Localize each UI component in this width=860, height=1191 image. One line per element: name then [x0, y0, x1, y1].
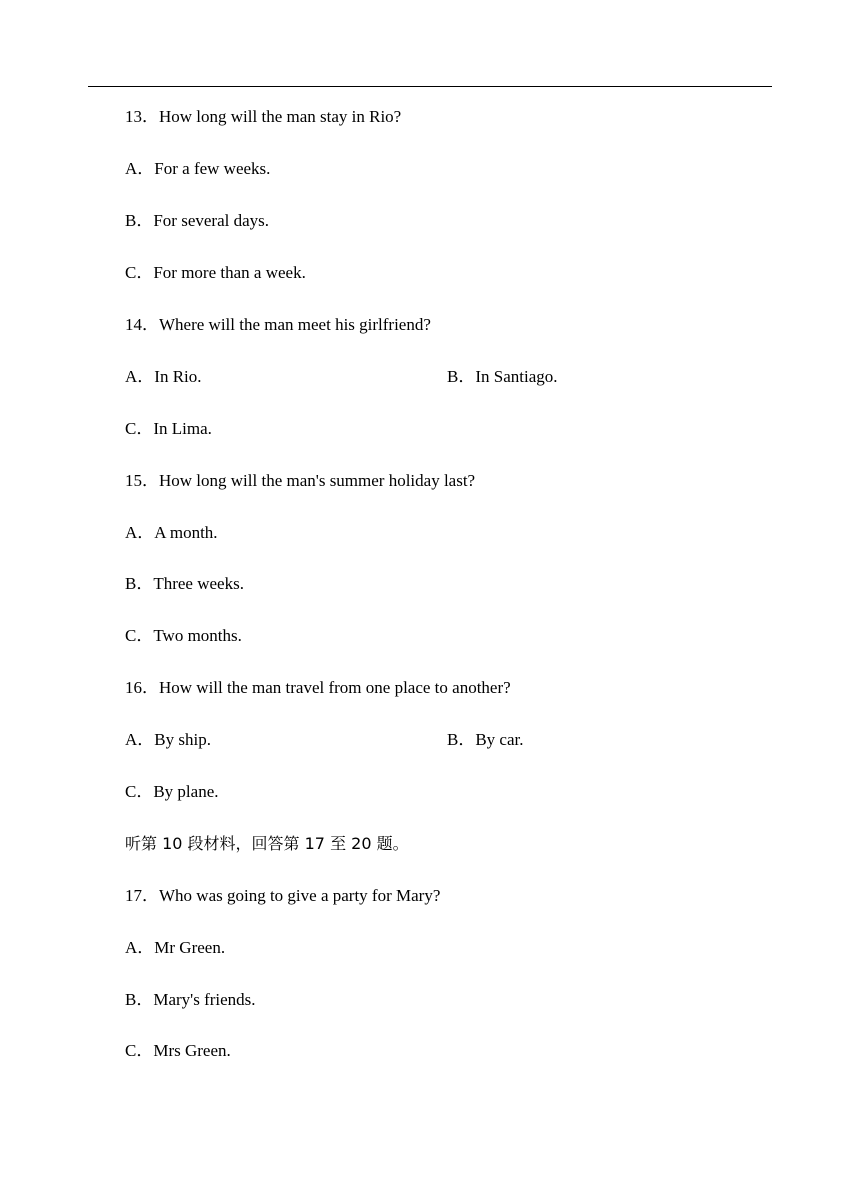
- question-13-option-a: A．For a few weeks.: [125, 159, 271, 178]
- question-15-option-b: B．Three weeks.: [125, 574, 244, 593]
- question-13-option-b: B．For several days.: [125, 211, 270, 230]
- question-17-option-b: B．Mary's friends.: [125, 990, 256, 1009]
- question-14: 14．Where will the man meet his girlfriend?: [125, 315, 431, 334]
- question-14-option-c: C．In Lima.: [125, 419, 212, 438]
- question-13: 13．How long will the man stay in Rio?: [125, 107, 402, 126]
- question-16-option-a: A．By ship.: [125, 730, 211, 749]
- question-14-option-a: A．In Rio.: [125, 367, 202, 386]
- question-16-option-b: B．By car.: [447, 730, 524, 749]
- question-15: 15．How long will the man's summer holiday last?: [125, 471, 476, 490]
- question-13-option-c: C．For more than a week.: [125, 263, 306, 282]
- question-17-option-a: A．Mr Green.: [125, 938, 226, 957]
- question-14-option-b: B．In Santiago.: [447, 367, 558, 386]
- header-rule: [88, 86, 772, 87]
- question-17-option-c: C．Mrs Green.: [125, 1041, 231, 1060]
- question-16: 16．How will the man travel from one place to another?: [125, 678, 511, 697]
- question-17: 17．Who was going to give a party for Mary?: [125, 886, 441, 905]
- question-15-option-c: C．Two months.: [125, 626, 242, 645]
- question-15-option-a: A．A month.: [125, 523, 218, 542]
- section-instruction: 听第 10 段材料，回答第 17 至 20 题。: [125, 834, 409, 853]
- question-16-option-c: C．By plane.: [125, 782, 219, 801]
